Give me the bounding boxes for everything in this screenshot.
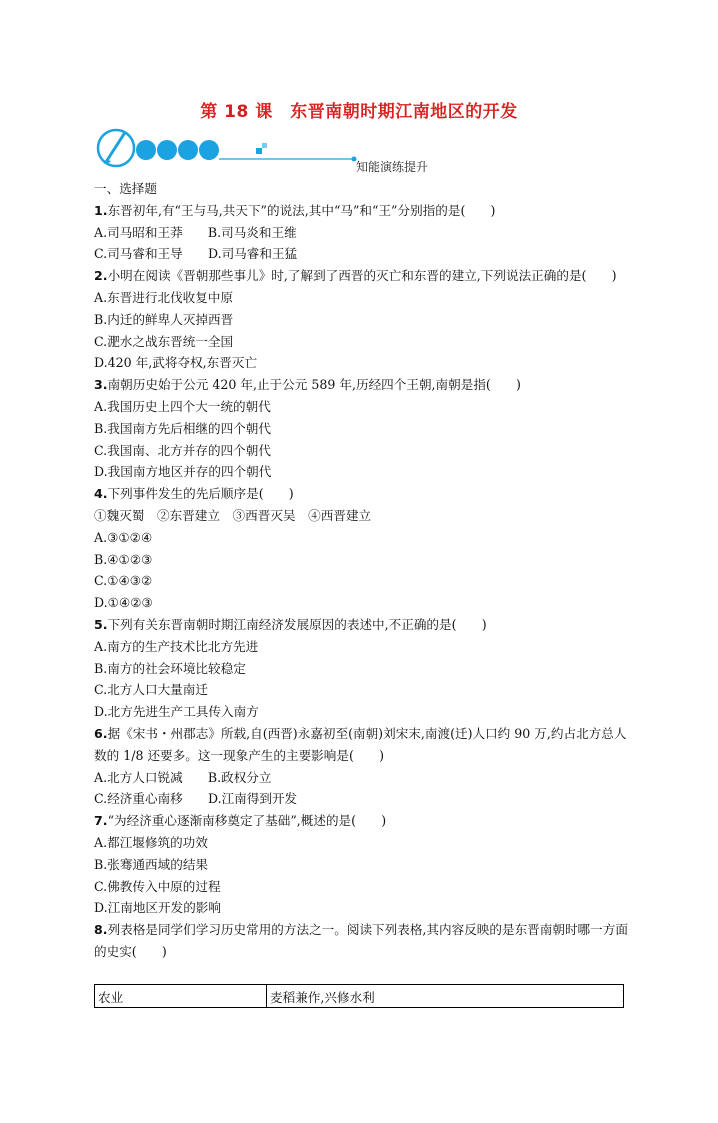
page-title: 第 18 课 东晋南朝时期江南地区的开发 (200, 102, 518, 122)
question-8: 8.列表格是同学们学习历史常用的方法之一。阅读下列表格,其内容反映的是东晋南朝时哪一方面的史实( ) (94, 922, 628, 959)
option-row: D.北方先进生产工具传入南方 (94, 704, 259, 720)
banner-dot-2 (157, 140, 177, 160)
option-row: B.我国南方先后相继的四个朝代 (94, 420, 271, 436)
question-1: 1.东晋初年,有“王与马,共天下”的说法,其中“马”和“王”分别指的是( ) (94, 202, 496, 218)
option-row: D.①④②③ (94, 595, 153, 611)
option-row: C.司马睿和王导 D.司马睿和王猛 (94, 246, 298, 262)
option-row: B.南方的社会环境比较稳定 (94, 660, 246, 676)
banner-label: 知能演练提升 (356, 160, 429, 174)
question-2: 2.小明在阅读《晋朝那些事儿》时,了解到了西晋的灭亡和东晋的建立,下列说法正确的是( ) (94, 268, 617, 284)
option-row: A.司马昭和王莽 B.司马炎和王维 (94, 224, 297, 240)
section-heading: 一、选择题 (94, 181, 157, 196)
option-row: A.③①②④ (94, 529, 153, 545)
table-cell: 麦稻兼作,兴修水利 (267, 985, 624, 1008)
option-row: B.④①②③ (94, 551, 153, 567)
table-row (95, 985, 624, 1008)
option-row: C.淝水之战东晋统一全国 (94, 333, 234, 349)
banner-dot-4 (199, 140, 219, 160)
option-row: C.经济重心南移 D.江南得到开发 (94, 791, 298, 807)
banner-dot-1 (136, 140, 156, 160)
question-5: 5.下列有关东晋南朝时期江南经济发展原因的表述中,不正确的是( ) (94, 616, 487, 632)
option-row: B.内迁的鲜卑人灭掉西晋 (94, 311, 234, 327)
option-row: A.东晋进行北伐收复中原 (94, 289, 234, 305)
option-row: ①魏灭蜀 ②东晋建立 ③西晋灭吴 ④西晋建立 (94, 507, 372, 523)
option-row: A.南方的生产技术比北方先进 (94, 638, 259, 654)
option-row: C.北方人口大量南迁 (94, 682, 208, 698)
option-row: A.北方人口锐减 B.政权分立 (94, 769, 272, 785)
history-table (94, 984, 624, 1008)
question-list (94, 178, 629, 963)
paintbrush-icon (106, 134, 124, 162)
option-row: C.①④③② (94, 573, 153, 589)
option-row: C.我国南、北方并存的四个朝代 (94, 442, 271, 458)
option-row: A.都江堰修筑的功效 (94, 834, 208, 850)
question-4: 4.下列事件发生的先后顺序是( ) (94, 486, 294, 502)
option-row: A.我国历史上四个大一统的朝代 (94, 398, 271, 414)
table-cell: 农业 (95, 985, 267, 1008)
question-3: 3.南朝历史始于公元 420 年,止于公元 589 年,历经四个王朝,南朝是指( ) (94, 377, 521, 393)
question-7: 7.“为经济重心逐渐南移奠定了基础”,概述的是( ) (94, 813, 387, 829)
option-row: C.佛教传入中原的过程 (94, 878, 221, 894)
question-6: 6.据《宋书・州郡志》所载,自(西晋)永嘉初至(南朝)刘宋末,南渡(迁)人口约 90 万,约占北方总人数的 1/8 还要多。这一现象产生的主要影响是( ) (94, 725, 627, 763)
option-row: B.张骞通西域的结果 (94, 856, 209, 872)
banner-dot-3 (178, 140, 198, 160)
option-row: D.我国南方地区并存的四个朝代 (94, 464, 272, 480)
option-row: D.江南地区开发的影响 (94, 900, 221, 916)
option-row: D.420 年,武将夺权,东晋灭亡 (94, 355, 258, 371)
